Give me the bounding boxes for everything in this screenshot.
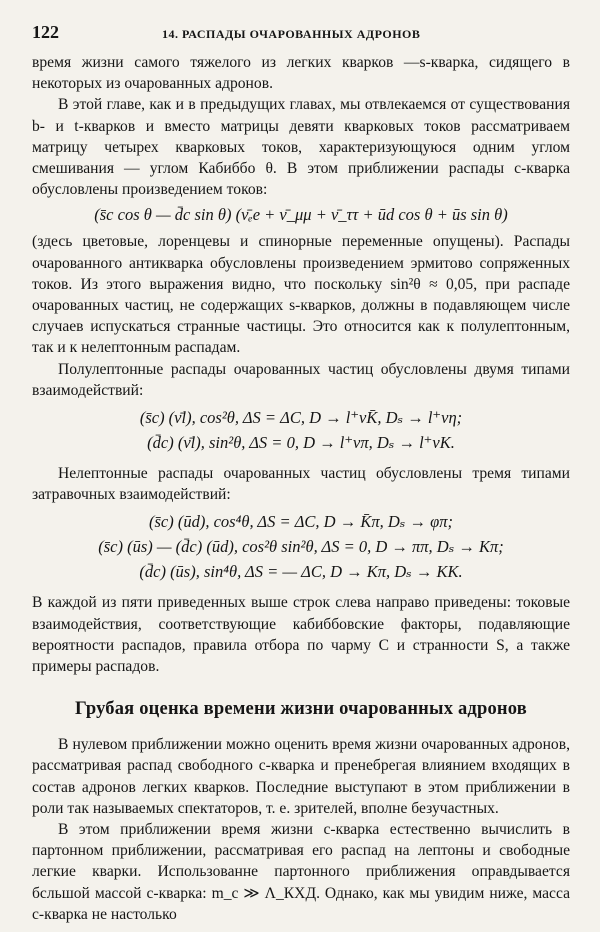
running-head: 14. РАСПАДЫ ОЧАРОВАННЫХ АДРОНОВ	[162, 27, 421, 41]
paragraph-4: Полулептонные распады очарованных частиц обусловлены двумя типами взаимодействий:	[32, 360, 570, 399]
paragraph-2: В этой главе, как и в предыдущих главах, мы отвлекаемся от существования b- и t-кварков и вместо матрицы девяти кварковых токов рассматриваем матрицу четырех кварковых токов, характеризующуюся одним углом смешивания — углом Кабиббо θ. В этом приближении распады c-кварка обусловлены произведением токов:	[32, 96, 570, 199]
formula-semileptonic-2: (d̄c) (ν̄l), sin²θ, ΔS = 0, D → l⁺νπ, Dₛ → l⁺νK.	[147, 433, 455, 453]
formula-nonleptonic-2: (s̄c) (ūs) — (d̄c) (ūd), cos²θ sin²θ, ΔS = 0, D → ππ, Dₛ → Kπ;	[98, 537, 504, 557]
formula-semileptonic-1: (s̄c) (ν̄l), cos²θ, ΔS = ΔC, D → l⁺νK̄, Dₛ → l⁺νη;	[139, 408, 463, 428]
formula-nonleptonic-1: (s̄c) (ūd), cos⁴θ, ΔS = ΔC, D → K̄π, Dₛ → φπ;	[149, 512, 453, 532]
paragraph-3: (здесь цветовые, лоренцевы и спинорные переменные опущены). Распады очарованного антикварка обусловлены произведением эрмитово сопряженных токов. Из этого выражения видно, что поскольку sin²θ ≈ 0,05, при распаде очарованных частиц, не содержащих s-кварков, должны в подавляющем числе случаев испускаться странные частицы. Это относится как к полулептонным, так и к нелептонным распадам.	[32, 233, 570, 357]
paragraph-1: время жизни самого тяжелого из легких кварков —s-кварка, сидящего в некоторых из очарованных адронов.	[32, 54, 570, 93]
nonleptonic-formulas	[32, 509, 570, 584]
formula-current-product: (s̄c cos θ — d̄c sin θ) (ν̄ₑe + ν̄_μμ + ν̄_ττ + ūd cos θ + ūs sin θ)	[94, 205, 508, 225]
paragraph-7: В нулевом приближении можно оценить время жизни очарованных адронов, рассматривая распад свободного c-кварка и пренебрегая влиянием входящих в состав адронов легких кварков. Последние выступают в этом приближении в роли так называемых спектаторов, т. е. зрителей, вполне безучастных.	[32, 736, 570, 817]
section-heading: Грубая оценка времени жизни очарованных адронов	[75, 699, 527, 720]
formula-nonleptonic-3: (d̄c) (ūs), sin⁴θ, ΔS = — ΔC, D → Kπ, Dₛ → KK.	[139, 562, 463, 582]
page-header	[32, 22, 570, 52]
semileptonic-formulas	[32, 405, 570, 455]
paragraph-5: Нелептонные распады очарованных частиц обусловлены тремя типами затравочных взаимодействий:	[32, 465, 570, 504]
paragraph-6: В каждой из пяти приведенных выше строк слева направо приведены: токовые взаимодействия, соответствующие кабиббовские факторы, подавляющие вероятности распадов, правила отбора по чарму C и странности S, а также примеры распадов.	[32, 594, 570, 676]
paragraph-8: В этом приближении время жизни c-кварка естественно вычислить в партонном приближении, рассматривая его распад на лептоны и свободные легкие кварки. Использованне партонного приближения оправдывается бсльшой массой c-кварка: m_c ≫ Λ_КХД. Однако, как мы увидим ниже, масса c-кварка не настолько	[32, 821, 570, 923]
page-number: 122	[32, 22, 59, 42]
